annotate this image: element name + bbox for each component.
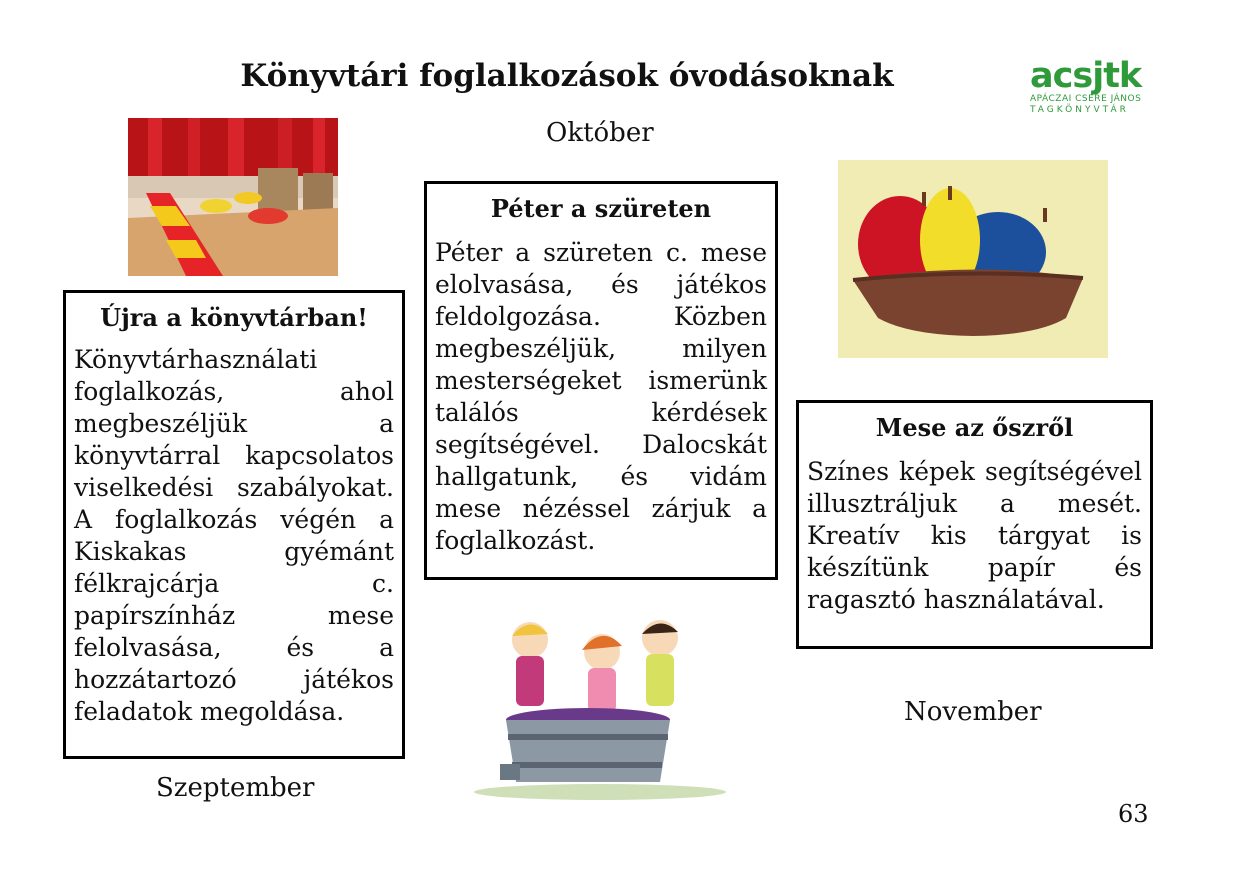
fruit-bowl-collage [838,160,1108,358]
peter-text: Péter a szüreten c. mese elolvasása, és játékos feldolgozása. Közben megbeszéljük, milyen mesterségeket ismerünk találós kérdések segítségével. Dalocskát hallgatunk, és vidám mese nézéssel zárjuk a foglalkozást. [435,238,767,555]
mese-box [796,400,1153,649]
library-room-photo [128,118,338,276]
logo-line-2: TAGKÖNYVTÁR [1030,105,1129,115]
ujra-box [63,290,405,759]
children-grape-illustration [470,612,732,800]
month-november: November [904,697,1042,727]
peter-box [424,181,778,580]
mese-heading: Mese az őszről [875,413,1074,442]
month-september: Szeptember [156,773,315,803]
logo-line-1: APÁCZAI CSERE JÁNOS [1030,94,1142,104]
mese-text: Színes képek segítségével illusztráljuk a mesét. Kreatív kis tárgyat is készítünk papír és ragasztó használatával. [807,457,1142,614]
ujra-heading: Újra a könyvtárban! [100,303,368,332]
ujra-text: Könyvtárhasználati foglalkozás, ahol megbeszéljük a könyvtárral kapcsolatos viselkedési szabályokat. A foglalkozás végén a Kiskakas gyémánt félkrajcárja c. papírszínház mese felolvasása, és a hozzátartozó játékos feladatok megoldása. [74,345,394,726]
logo-mark: acsjtk [1030,56,1142,96]
library-logo [1030,58,1160,124]
peter-heading: Péter a szüreten [490,194,712,223]
page-number: 63 [1118,800,1149,828]
month-october: Október [546,118,654,148]
page-title: Könyvtári foglalkozások óvodásoknak [240,58,894,94]
